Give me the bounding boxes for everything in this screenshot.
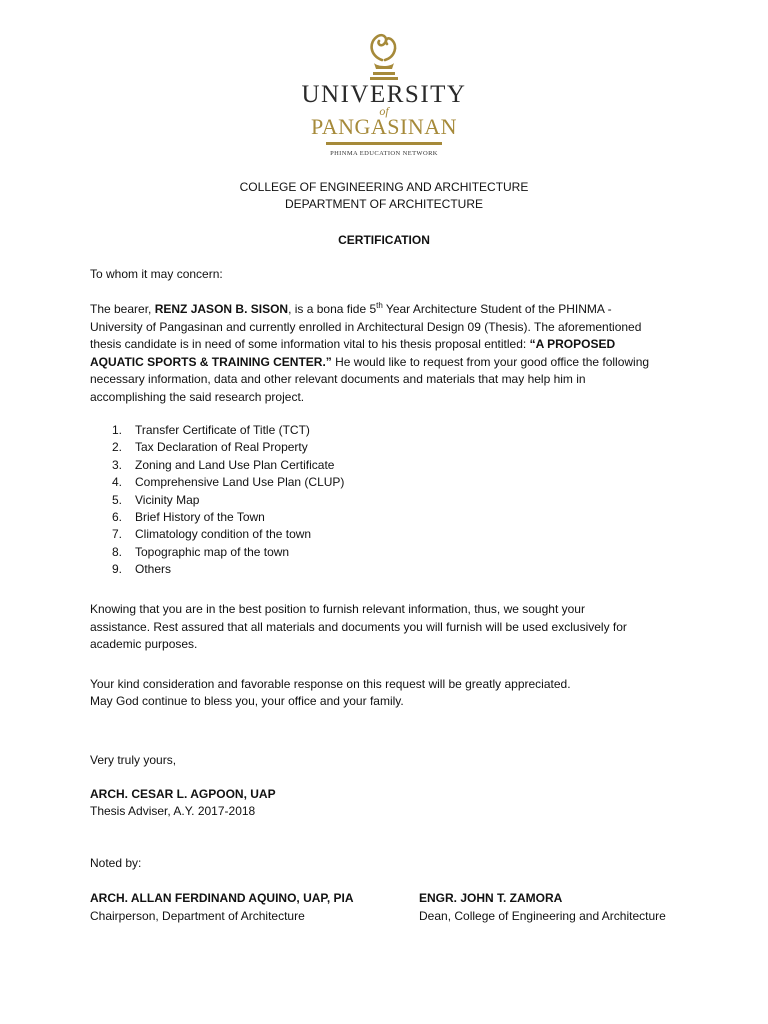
- list-text: Others: [135, 562, 172, 577]
- college-heading: COLLEGE OF ENGINEERING AND ARCHITECTURE: [239, 180, 529, 194]
- adviser-name: ARCH. CESAR L. AGPOON, UAP: [90, 787, 276, 801]
- body-line: academic purposes.: [90, 637, 198, 651]
- list-text: Vicinity Map: [135, 492, 200, 507]
- body-line-2: University of Pangasinan and currently enrolled in Architectural Design 09 (Thesis). The aforementioned: [90, 320, 642, 334]
- list-number: 6.: [112, 509, 123, 524]
- list-text: Zoning and Land Use Plan Certificate: [135, 457, 335, 472]
- list-number: 5.: [112, 492, 123, 507]
- body-text: thesis candidate is in need of some information vital to his thesis proposal entitled:: [90, 337, 530, 351]
- list-number: 8.: [112, 544, 123, 559]
- dean-title: Dean, College of Engineering and Architecture: [419, 909, 666, 923]
- body-line-1: [90, 301, 612, 319]
- body-line-4: [90, 354, 649, 372]
- list-item: [90, 439, 344, 456]
- list-number: 2.: [112, 440, 123, 455]
- list-number: 3.: [112, 457, 123, 472]
- list-text: Climatology condition of the town: [135, 527, 312, 542]
- body-line: assistance. Rest assured that all materials and documents you will furnish will be used exclusively for: [90, 620, 627, 634]
- body-line: May God continue to bless you, your office and your family.: [90, 694, 404, 708]
- list-text: Brief History of the Town: [135, 509, 265, 524]
- list-item: [90, 509, 344, 526]
- thesis-title-part-2: AQUATIC SPORTS & TRAINING CENTER.”: [90, 355, 332, 369]
- department-heading: DEPARTMENT OF ARCHITECTURE: [284, 197, 484, 211]
- list-item: [90, 474, 344, 491]
- list-item: [90, 544, 344, 561]
- body-text: The bearer,: [90, 302, 155, 316]
- thesis-title-part-1: “A PROPOSED: [529, 337, 616, 351]
- logo-network-text: PHINMA EDUCATION NETWORK: [330, 150, 438, 157]
- logo-pangasinan-text: PANGASINAN: [311, 114, 457, 139]
- list-text: Comprehensive Land Use Plan (CLUP): [135, 475, 345, 490]
- logo-of-text: of: [379, 104, 389, 118]
- noted-by-label: Noted by:: [90, 856, 142, 870]
- list-text: Tax Declaration of Real Property: [135, 440, 308, 455]
- list-number: 9.: [112, 562, 123, 577]
- adviser-title: Thesis Adviser, A.Y. 2017-2018: [90, 804, 256, 818]
- salutation: To whom it may concern:: [90, 267, 223, 281]
- body-line: Knowing that you are in the best position to furnish relevant information, thus, we sought your: [90, 602, 585, 616]
- body-line-3: [90, 336, 615, 354]
- body-text: He would like to request from your good office the following: [331, 355, 650, 369]
- chair-name: ARCH. ALLAN FERDINAND AQUINO, UAP, PIA: [90, 891, 354, 905]
- chair-title: Chairperson, Department of Architecture: [90, 909, 305, 923]
- body-line-5: necessary information, data and other relevant documents and materials that may help him in: [90, 372, 586, 386]
- logo-rule: [326, 142, 442, 145]
- logo-university-text: UNIVERSITY: [301, 81, 467, 108]
- document-title: CERTIFICATION: [338, 233, 430, 247]
- list-text: Topographic map of the town: [135, 544, 290, 559]
- list-text: Transfer Certificate of Title (TCT): [135, 423, 310, 437]
- closing: Very truly yours,: [90, 753, 177, 767]
- lamp-crest-icon: [362, 30, 406, 82]
- list-item: [90, 422, 344, 439]
- ordinal-suffix: th: [376, 301, 383, 310]
- body-line: Your kind consideration and favorable response on this request will be greatly appreciated.: [90, 677, 571, 691]
- list-number: 1.: [112, 423, 123, 437]
- body-text: Year Architecture Student of the PHINMA -: [382, 302, 612, 316]
- requested-documents-list: [90, 422, 344, 579]
- body-line-6: accomplishing the said research project.: [90, 390, 305, 404]
- university-logo: [0, 30, 768, 157]
- list-item: [90, 492, 344, 509]
- list-number: 7.: [112, 527, 123, 542]
- list-item: [90, 561, 344, 578]
- list-item: [90, 457, 344, 474]
- list-item: [90, 526, 344, 543]
- dean-name: ENGR. JOHN T. ZAMORA: [419, 891, 563, 905]
- list-number: 4.: [112, 475, 123, 490]
- body-text: , is a bona fide 5: [288, 302, 377, 316]
- student-name: RENZ JASON B. SISON: [154, 302, 289, 316]
